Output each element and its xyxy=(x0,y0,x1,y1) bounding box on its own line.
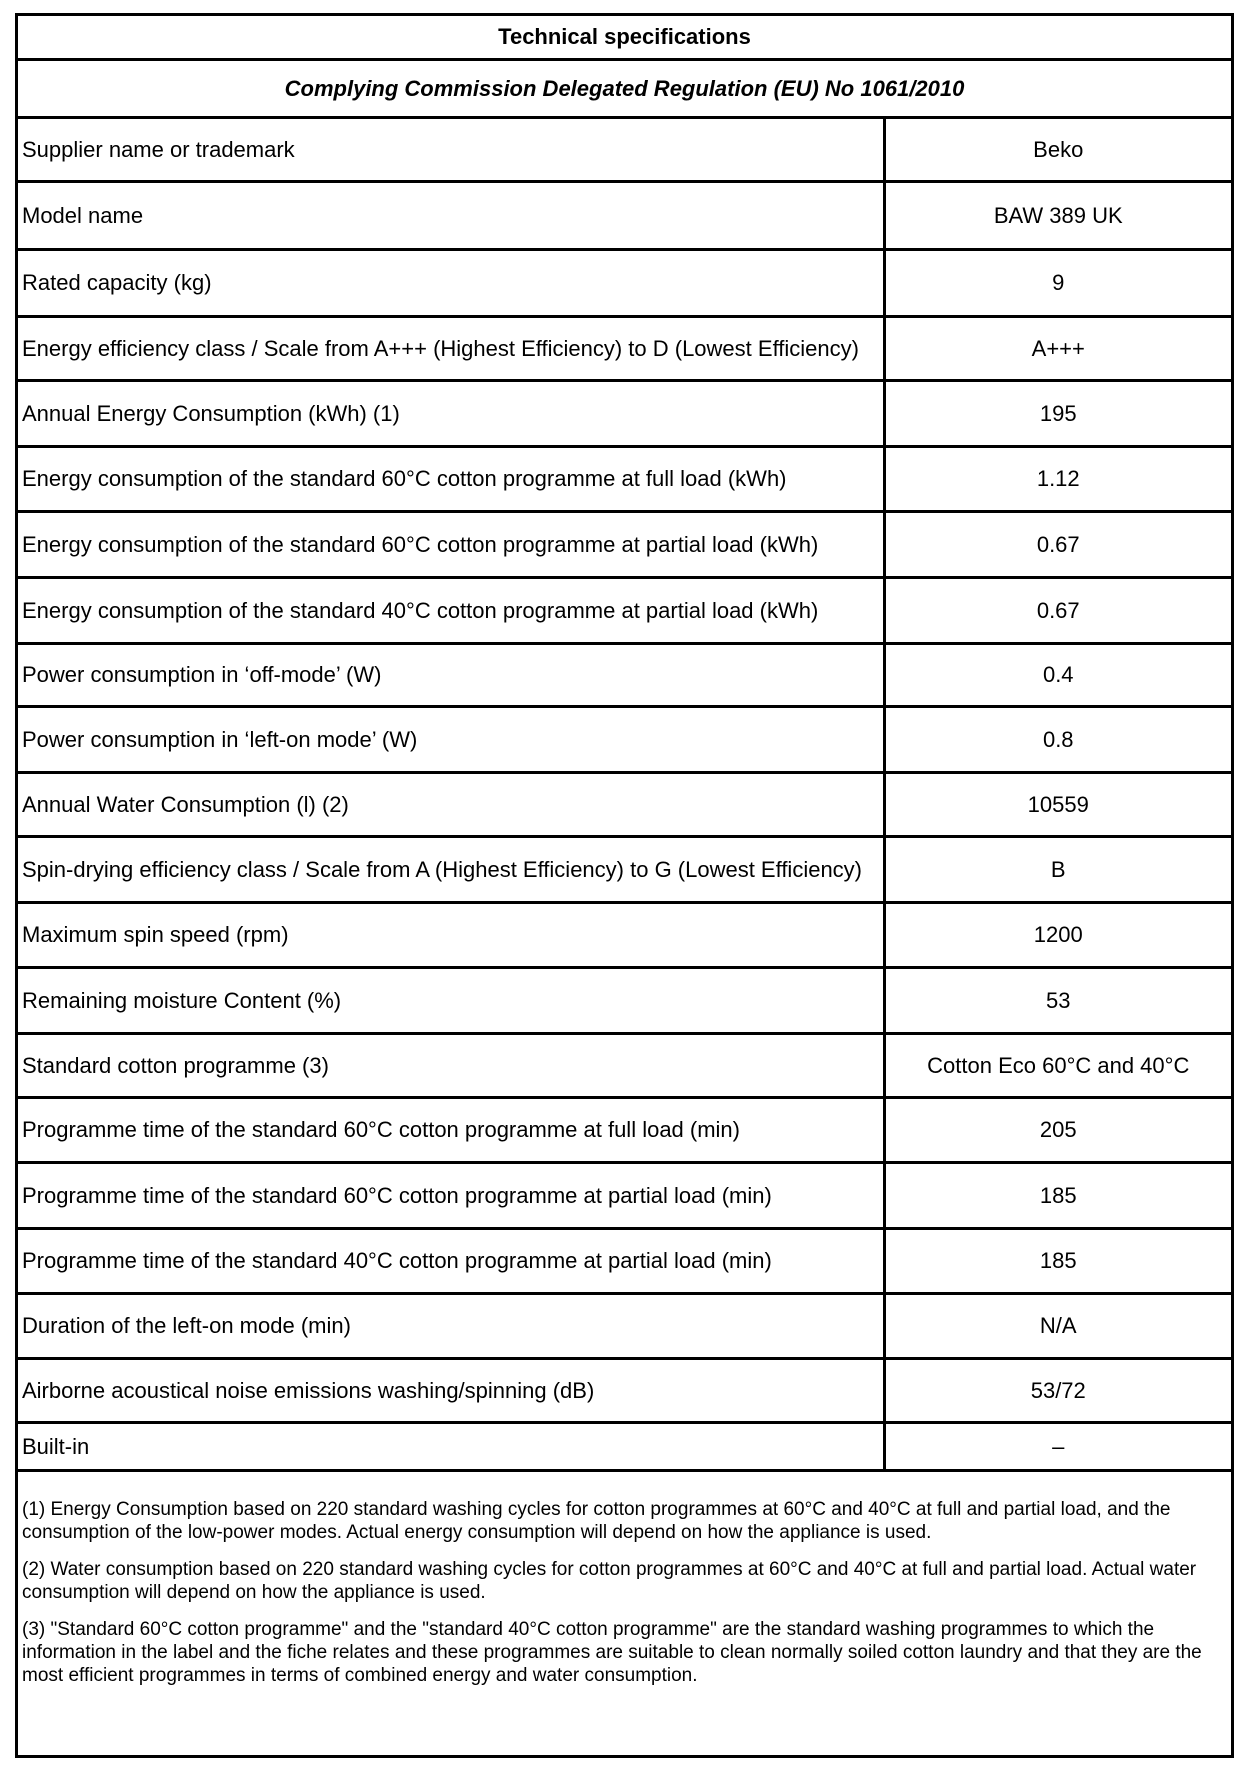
row-label: Model name xyxy=(18,181,884,249)
row-label: Maximum spin speed (rpm) xyxy=(18,902,884,967)
table-row xyxy=(18,1162,1231,1228)
table-row xyxy=(18,1422,1231,1470)
table-row xyxy=(18,836,1231,902)
row-value: 195 xyxy=(884,380,1231,446)
row-label: Remaining moisture Content (%) xyxy=(18,967,884,1033)
spec-table xyxy=(18,119,1231,1472)
row-label: Power consumption in ‘left-on mode’ (W) xyxy=(18,706,884,772)
row-value: 0.8 xyxy=(884,706,1231,772)
table-row xyxy=(18,706,1231,772)
row-label: Standard cotton programme (3) xyxy=(18,1033,884,1097)
row-value: BAW 389 UK xyxy=(884,181,1231,249)
table-row xyxy=(18,1293,1231,1358)
row-label: Energy consumption of the standard 40°C cotton programme at partial load (kWh) xyxy=(18,577,884,643)
row-value: 9 xyxy=(884,249,1231,316)
table-row xyxy=(18,511,1231,577)
row-label: Annual Water Consumption (l) (2) xyxy=(18,772,884,836)
row-label: Programme time of the standard 60°C cotton programme at full load (min) xyxy=(18,1097,884,1162)
row-label: Annual Energy Consumption (kWh) (1) xyxy=(18,380,884,446)
row-value: 53/72 xyxy=(884,1358,1231,1422)
table-row xyxy=(18,1097,1231,1162)
row-value: N/A xyxy=(884,1293,1231,1358)
row-value: 185 xyxy=(884,1162,1231,1228)
row-label: Energy consumption of the standard 60°C cotton programme at partial load (kWh) xyxy=(18,511,884,577)
row-value: – xyxy=(884,1422,1231,1470)
table-row xyxy=(18,902,1231,967)
row-label: Spin-drying efficiency class / Scale from A (Highest Efficiency) to G (Lowest Efficiency) xyxy=(18,836,884,902)
table-row xyxy=(18,446,1231,511)
spec-sheet xyxy=(15,13,1234,1758)
row-label: Programme time of the standard 60°C cotton programme at partial load (min) xyxy=(18,1162,884,1228)
table-row xyxy=(18,316,1231,380)
row-label: Duration of the left-on mode (min) xyxy=(18,1293,884,1358)
table-row xyxy=(18,967,1231,1033)
table-row xyxy=(18,380,1231,446)
row-label: Energy consumption of the standard 60°C cotton programme at full load (kWh) xyxy=(18,446,884,511)
row-label: Airborne acoustical noise emissions washing/spinning (dB) xyxy=(18,1358,884,1422)
row-label: Supplier name or trademark xyxy=(18,119,884,181)
row-value: 185 xyxy=(884,1228,1231,1293)
row-value: 1200 xyxy=(884,902,1231,967)
row-value: 0.4 xyxy=(884,643,1231,706)
row-value: 205 xyxy=(884,1097,1231,1162)
footnote: (3) "Standard 60°C cotton programme" and the "standard 40°C cotton programme" are the standard washing programmes to which the information in the label and the fiche relates and these programmes are suitable to clean normally soiled cotton laundry and that they are the most efficient programmes in terms of combined energy and water consumption. xyxy=(22,1619,1202,1686)
table-row xyxy=(18,119,1231,181)
row-value: B xyxy=(884,836,1231,902)
row-label: Energy efficiency class / Scale from A+++ (Highest Efficiency) to D (Lowest Efficiency) xyxy=(18,316,884,380)
table-row xyxy=(18,181,1231,249)
footnote: (1) Energy Consumption based on 220 standard washing cycles for cotton programmes at 60°C and 40°C at full and partial load, and the consumption of the low-power modes. Actual energy consumption will depend on how the appliance is used. xyxy=(22,1499,1171,1543)
table-row xyxy=(18,1228,1231,1293)
row-value: Cotton Eco 60°C and 40°C xyxy=(884,1033,1231,1097)
row-value: A+++ xyxy=(884,316,1231,380)
row-label: Programme time of the standard 40°C cotton programme at partial load (min) xyxy=(18,1228,884,1293)
row-label: Power consumption in ‘off-mode’ (W) xyxy=(18,643,884,706)
row-label: Built-in xyxy=(18,1422,884,1470)
table-row xyxy=(18,772,1231,836)
table-row xyxy=(18,249,1231,316)
row-value: Beko xyxy=(884,119,1231,181)
row-value: 53 xyxy=(884,967,1231,1033)
row-value: 0.67 xyxy=(884,577,1231,643)
footnote: (2) Water consumption based on 220 standard washing cycles for cotton programmes at 60°C and 40°C at full and partial load. Actual water consumption will depend on how the appliance is used. xyxy=(22,1559,1197,1603)
page-title: Technical specifications xyxy=(18,16,1231,61)
table-row xyxy=(18,643,1231,706)
row-label: Rated capacity (kg) xyxy=(18,249,884,316)
table-row xyxy=(18,1033,1231,1097)
footnotes xyxy=(18,1490,1231,1701)
table-row xyxy=(18,577,1231,643)
regulation-subtitle: Complying Commission Delegated Regulation (EU) No 1061/2010 xyxy=(18,61,1231,119)
table-row xyxy=(18,1358,1231,1422)
row-value: 1.12 xyxy=(884,446,1231,511)
row-value: 0.67 xyxy=(884,511,1231,577)
row-value: 10559 xyxy=(884,772,1231,836)
